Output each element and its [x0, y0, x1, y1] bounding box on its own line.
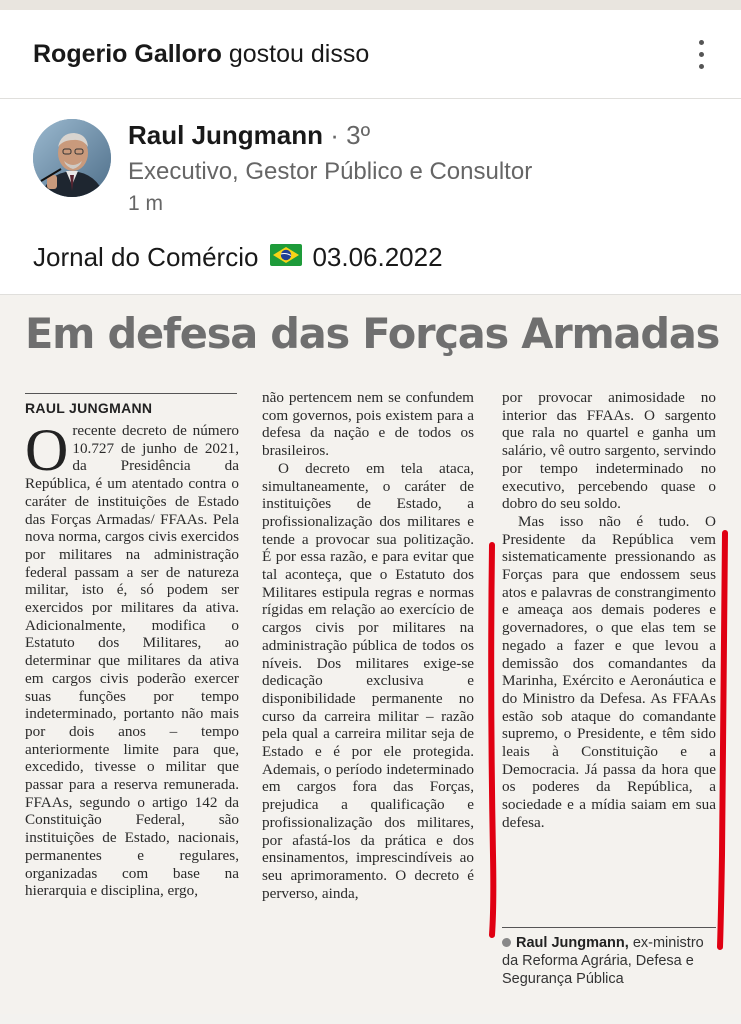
- article-column-2: [262, 389, 474, 902]
- bullet-icon: [502, 938, 511, 947]
- top-strip: [0, 0, 741, 10]
- author-signature: [502, 927, 716, 988]
- signature-role: ex-ministro da Reforma Agrária, Defesa e Segurança Pública: [502, 935, 704, 987]
- avatar[interactable]: [33, 119, 111, 197]
- red-annotation-line-left: [491, 545, 493, 935]
- column-2-paragraph-1: não pertencem nem se confundem com governos, pois existem para a defesa da nação e de todos os brasileiros.: [262, 389, 474, 460]
- article-column-3: [502, 389, 716, 832]
- post-text: [33, 242, 443, 273]
- connection-degree: · 3º: [323, 120, 371, 150]
- column-1-paragraph-1: recente decreto de número 10.727 de junho de 2021, da Presidência da República, é um atentado contra o caráter de instituições de Estado das Forças Armadas/ FFAAs. Pela nova norma, cargos civis exercidos por militares na administração federal passam a ser de natureza militar, isto é, só podem ser exercidos por militares da ativa. Adicionalmente, modifica o Estatuto dos Militares, ao determinar que militares da ativa em cargos civis poderão exercer suas funções por tempo indeterminado, portanto não mais por dois anos – tempo anteriormente limite para que, excedido, tivesse o militar que passar para a reserva remunerada. FFAAs, segundo o artigo 142 da Constituição Federal, são instituições de Estado, nacionais, permanentes e regulares, organizadas com base na hierarquia e disciplina, ergo,: [25, 422, 239, 900]
- column-2-paragraph-2: O decreto em tela ataca, simultaneamente, o caráter de instituições de Estado, a profissionalização dos militares e tende a provocar sua politização. É por essa razão, e para evitar que tal aconteça, que o Estatuto dos Militares estipula regras e normas rígidas em relação ao exercício de cargos civis por militares na administração pública de todos os níveis. Dos militares exige-se dedicação exclusiva e disponibilidade permanente no curso da carreira militar – razão pela qual a carreira militar seja de Estado e é por ele protegida. Ademais, o período indeterminado em cargos fora das Forças, prejudica a qualificação e profissionalização dos militares, por afastá-los da prática e dos ensinamentos, imprescindíveis ao seu aprimoramento. O decreto é perverso, ainda,: [262, 459, 474, 902]
- drop-cap: O: [25, 417, 69, 483]
- more-options-icon[interactable]: [688, 38, 716, 72]
- red-annotation-line-right: [720, 533, 725, 947]
- author-name-line[interactable]: [128, 120, 370, 151]
- social-context-header: [0, 10, 741, 99]
- post-text-date: 03.06.2022: [312, 242, 443, 272]
- column-3-paragraph-2: Mas isso não é tudo. O Presidente da República vem sistematicamente pressionando as Forças para que endossem seus atos e palavras de constrangimento e ameaça aos demais poderes e governadores, o que elas tem se negado a fazer e que levou a demissão dos comandantes da Marinha, Exército e Aeronáutica e do Ministro da Defesa. As FFAAs estão sob ataque do comandante supremo, o Presidente, e têm sido leais à Constituição e a Democracia. Já passa da hora que os poderes da República, a sociedade e a mídia saiam em sua defesa.: [502, 512, 716, 831]
- feed-post-card: [0, 10, 741, 1014]
- author-name[interactable]: Raul Jungmann: [128, 120, 324, 150]
- social-action: gostou disso: [228, 40, 370, 68]
- article-byline: RAUL JUNGMANN: [25, 393, 237, 416]
- author-headline: Executivo, Gestor Público e Consultor: [128, 158, 533, 185]
- brazil-flag-icon: [270, 242, 302, 273]
- social-context-text[interactable]: [33, 40, 369, 69]
- post-text-source: Jornal do Comércio: [33, 242, 259, 272]
- article-column-1: [25, 417, 239, 900]
- signature-name: Raul Jungmann,: [516, 935, 629, 951]
- liker-name[interactable]: Rogerio Galloro: [33, 40, 222, 68]
- article-title: Em defesa das Forças Armadas: [25, 309, 720, 358]
- post-timestamp: 1 m: [128, 192, 164, 215]
- newspaper-clipping-image[interactable]: [0, 295, 741, 1014]
- post-author-section: [0, 98, 741, 295]
- column-3-paragraph-1: por provocar animosidade no interior das FFAAs. O sargento que rala no quartel e ganha um salário, vê outro sargento, servindo por tempo indeterminado no executivo, percebendo quase o dobro do seu soldo.: [502, 389, 716, 513]
